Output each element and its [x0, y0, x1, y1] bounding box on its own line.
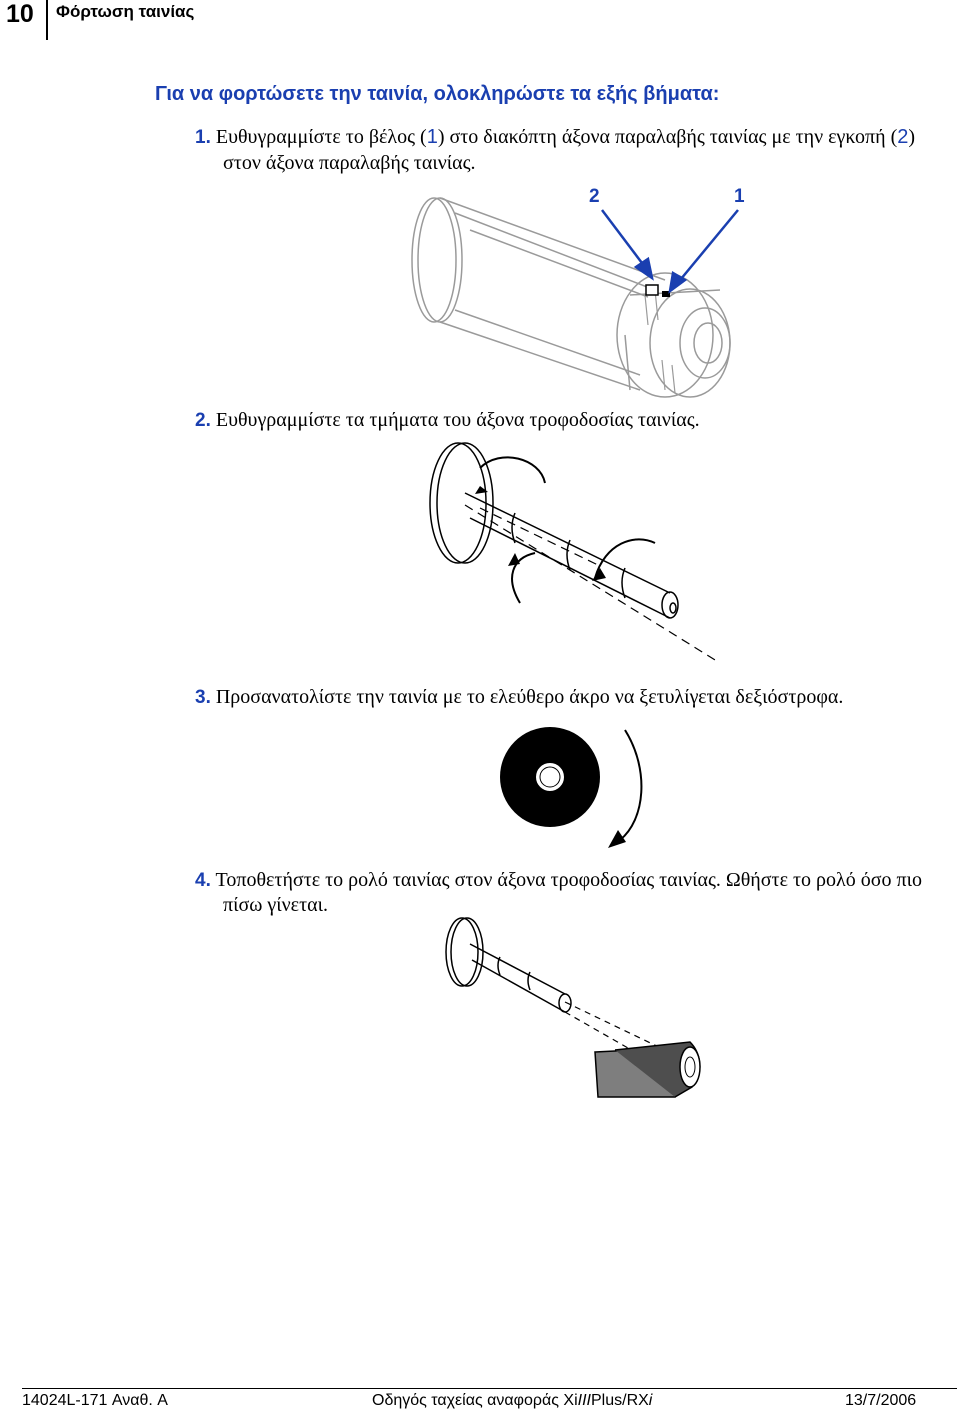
take-up-spindle-figure [400, 185, 760, 400]
step-number: 1. [195, 127, 211, 148]
step-1 [195, 124, 955, 150]
section-title: Φόρτωση ταινίας [56, 2, 195, 21]
callout-ref: 1 [426, 126, 438, 148]
step-text: ) στο διακόπτη άξονα παραλαβής ταινίας με την εγκοπή ( [437, 126, 898, 148]
footer-date: 13/7/2006 [845, 1392, 917, 1409]
footer-document-id: 14024L-171 Αναθ. A [22, 1392, 168, 1409]
step-4-continued: πίσω γίνεται. [223, 894, 328, 916]
supply-spindle-figure [420, 448, 740, 663]
step-text: Προσανατολίστε την ταινία με το ελεύθερο άκρο να ξετυλίγεται δεξιόστροφα. [215, 686, 844, 708]
step-text: Ευθυγραμμίστε τα τμήματα του άξονα τροφοδοσίας ταινίας. [215, 409, 700, 431]
step-2 [195, 407, 700, 433]
header-divider [46, 0, 48, 40]
step-number: 3. [195, 687, 211, 708]
step-number: 2. [195, 410, 211, 431]
callout-ref: 2 [897, 126, 909, 148]
footer-guide-title: Οδηγός ταχείας αναφοράς XiIIIPlus/RXi [372, 1392, 653, 1409]
step-number: 4. [195, 870, 211, 891]
ribbon-roll-figure [500, 720, 660, 870]
step-text: Ευθυγραμμίστε το βέλος ( [215, 126, 427, 148]
footer-divider [22, 1388, 957, 1389]
procedure-intro: Για να φορτώσετε την ταινία, ολοκληρώστε τα εξής βήματα: [155, 83, 720, 105]
callout-1-label: 1 [734, 186, 745, 207]
step-text: Τοποθετήστε το ρολό ταινίας στον άξονα τροφοδοσίας ταινίας. Ωθήστε το ρολό όσο πιο [215, 869, 922, 891]
page-number: 10 [6, 0, 34, 28]
step-text: ) [908, 126, 916, 148]
roll-on-spindle-figure [440, 922, 730, 1122]
step-4 [195, 867, 955, 893]
step-3 [195, 684, 843, 710]
step-1-continued: στον άξονα παραλαβής ταινίας. [223, 152, 476, 174]
callout-2-label: 2 [589, 186, 600, 207]
